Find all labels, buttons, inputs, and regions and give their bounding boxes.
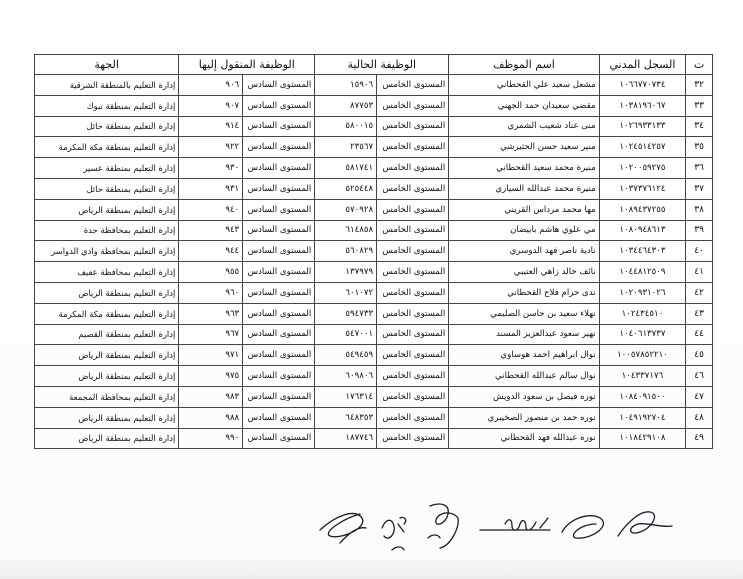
current-job-code-cell: ٥٢٥٤٤٨	[315, 178, 377, 199]
target-job-code-cell: ٩٦٣	[179, 303, 243, 324]
target-level-cell: المستوى السادس	[243, 428, 315, 449]
table-header-row	[35, 55, 713, 75]
header-civil-registry: السجل المدني	[599, 55, 686, 75]
current-job-code-cell: ٦١٤٨٥٨	[315, 220, 377, 241]
current-job-code-cell: ٨٧٧٥٣	[315, 95, 377, 116]
current-job-code-cell: ٦٤٨٣٥٣	[315, 407, 377, 428]
header-index: ت	[686, 55, 713, 75]
current-level-cell: المستوى الخامس	[377, 262, 449, 283]
civil-registry-cell: ١٠٨٤٠٩١٥٠٠	[599, 386, 686, 407]
current-job-code-cell: ١٧٦٣١٤	[315, 386, 377, 407]
current-level-cell: المستوى الخامس	[377, 282, 449, 303]
civil-registry-cell: ١٠٢٤٥١٤٢٥٧	[599, 137, 686, 158]
row-index-cell: ٤٠	[686, 241, 713, 262]
employee-name-cell: نوره عبدالله فهد القحطاني	[449, 428, 599, 449]
civil-registry-cell: ١٠٣٨١٩٦٠٦٧	[599, 95, 686, 116]
target-level-cell: المستوى السادس	[243, 324, 315, 345]
employee-name-cell: منير سعيد حسن الحثيرشي	[449, 137, 599, 158]
row-index-cell: ٤٣	[686, 303, 713, 324]
department-cell: إدارة التعليم بمحافظة وادي الدواسر	[35, 241, 179, 262]
department-cell: إدارة التعليم بمنطقة حائل	[35, 116, 179, 137]
table-row	[35, 137, 713, 158]
civil-registry-cell: ١٠٢٤٣٤٥١٠	[599, 303, 686, 324]
employee-name-cell: منى عناد شعيب الشمري	[449, 116, 599, 137]
current-job-code-cell: ١٣٧٩٧٩	[315, 262, 377, 283]
row-index-cell: ٣٦	[686, 158, 713, 179]
target-job-code-cell: ٩٩٠	[179, 428, 243, 449]
signature-4	[480, 518, 550, 530]
target-level-cell: المستوى السادس	[243, 199, 315, 220]
target-job-code-cell: ٩٤٤	[179, 241, 243, 262]
department-cell: إدارة التعليم بمنطقة الرياض	[35, 366, 179, 387]
header-department: الجهة	[35, 55, 179, 75]
signature-1	[320, 514, 366, 543]
target-job-code-cell: ٩٣١	[179, 178, 243, 199]
current-job-code-cell: ٢٣٥٦٧	[315, 137, 377, 158]
department-cell: إدارة التعليم بمنطقة عسير	[35, 158, 179, 179]
civil-registry-cell: ١٠٨٠٩٤٨٦١٣	[599, 220, 686, 241]
employee-name-cell: مها محمد مرداس القريني	[449, 199, 599, 220]
header-target-job: الوظيفة المنقول إليها	[179, 55, 315, 75]
target-level-cell: المستوى السادس	[243, 178, 315, 199]
header-current-job: الوظيفة الحالية	[315, 55, 449, 75]
current-level-cell: المستوى الخامس	[377, 241, 449, 262]
target-job-code-cell: ٩٠٧	[179, 95, 243, 116]
current-level-cell: المستوى الخامس	[377, 324, 449, 345]
table-row	[35, 386, 713, 407]
target-level-cell: المستوى السادس	[243, 241, 315, 262]
target-job-code-cell: ٩٦٧	[179, 324, 243, 345]
target-job-code-cell: ٩٠٦	[179, 75, 243, 96]
table-row	[35, 262, 713, 283]
department-cell: إدارة التعليم بمنطقة حائل	[35, 178, 179, 199]
department-cell: إدارة التعليم بمنطقة الرياض	[35, 282, 179, 303]
target-level-cell: المستوى السادس	[243, 282, 315, 303]
row-index-cell: ٤٥	[686, 345, 713, 366]
department-cell: إدارة التعليم بمنطقة مكة المكرمة	[35, 137, 179, 158]
page-bottom-edge	[0, 560, 743, 579]
employee-name-cell: مي علوي هاشم بابيضان	[449, 220, 599, 241]
table-row	[35, 75, 713, 96]
target-level-cell: المستوى السادس	[243, 366, 315, 387]
current-level-cell: المستوى الخامس	[377, 428, 449, 449]
table-row	[35, 158, 713, 179]
target-level-cell: المستوى السادس	[243, 220, 315, 241]
department-cell: إدارة التعليم بمنطقة تبوك	[35, 95, 179, 116]
row-index-cell: ٤٨	[686, 407, 713, 428]
department-cell: إدارة التعليم بمنطقة الرياض	[35, 428, 179, 449]
current-level-cell: المستوى الخامس	[377, 116, 449, 137]
target-level-cell: المستوى السادس	[243, 386, 315, 407]
current-level-cell: المستوى الخامس	[377, 407, 449, 428]
target-job-code-cell: ٩٨٣	[179, 386, 243, 407]
target-level-cell: المستوى السادس	[243, 345, 315, 366]
current-job-code-cell: ٥٤٩٤٥٩	[315, 345, 377, 366]
signature-5	[562, 512, 672, 538]
target-level-cell: المستوى السادس	[243, 75, 315, 96]
department-cell: إدارة التعليم بمنطقة مكة المكرمة	[35, 303, 179, 324]
row-index-cell: ٣٩	[686, 220, 713, 241]
table-row	[35, 345, 713, 366]
current-job-code-cell: ٥٤٧٠٠١	[315, 324, 377, 345]
target-job-code-cell: ٩٣٠	[179, 158, 243, 179]
employee-name-cell: مشعل سعيد علي القحطاني	[449, 75, 599, 96]
current-job-code-cell: ٥٨١٧٤١	[315, 158, 377, 179]
table-row	[35, 303, 713, 324]
current-level-cell: المستوى الخامس	[377, 220, 449, 241]
table-row	[35, 282, 713, 303]
row-index-cell: ٤٩	[686, 428, 713, 449]
row-index-cell: ٣٨	[686, 199, 713, 220]
current-job-code-cell: ٥٨٠٠١٥	[315, 116, 377, 137]
employee-name-cell: نوره فيصل بن سعود الدويش	[449, 386, 599, 407]
table-row	[35, 366, 713, 387]
target-level-cell: المستوى السادس	[243, 95, 315, 116]
table-body	[35, 75, 713, 449]
department-cell: إدارة التعليم بمحافظة جدة	[35, 220, 179, 241]
civil-registry-cell: ١٠٢٠٩٣١٠٢٦	[599, 282, 686, 303]
current-level-cell: المستوى الخامس	[377, 75, 449, 96]
civil-registry-cell: ١٠١٨٤٢٩١٠٨	[599, 428, 686, 449]
target-job-code-cell: ٩٢٢	[179, 137, 243, 158]
table-row	[35, 241, 713, 262]
current-job-code-cell: ٥٩٤٧٣٣	[315, 303, 377, 324]
current-level-cell: المستوى الخامس	[377, 158, 449, 179]
signatures-area	[300, 488, 700, 568]
employee-name-cell: نادية ناصر فهد الدوسري	[449, 241, 599, 262]
header-employee-name: اسم الموظف	[449, 55, 599, 75]
department-cell: إدارة التعليم بمنطقة الرياض	[35, 345, 179, 366]
department-cell: إدارة التعليم بالمنطقة الشرقية	[35, 75, 179, 96]
employee-name-cell: منيرة محمد سعيد القحطاني	[449, 158, 599, 179]
current-job-code-cell: ٥٧٠٩٢٨	[315, 199, 377, 220]
employee-name-cell: نائف خالد زاهي العتيبي	[449, 262, 599, 283]
target-job-code-cell: ٩٧١	[179, 345, 243, 366]
current-job-code-cell: ٥٦٠٨٢٩	[315, 241, 377, 262]
row-index-cell: ٣٤	[686, 116, 713, 137]
current-level-cell: المستوى الخامس	[377, 199, 449, 220]
civil-registry-cell: ١٠٦٦٧٧٠٧٣٤	[599, 75, 686, 96]
table-row	[35, 220, 713, 241]
target-job-code-cell: ٩٨٨	[179, 407, 243, 428]
current-level-cell: المستوى الخامس	[377, 303, 449, 324]
civil-registry-cell: ١٠٣٧٣٧٦١٢٤	[599, 178, 686, 199]
target-level-cell: المستوى السادس	[243, 262, 315, 283]
current-job-code-cell: ٦٠١٠٧٢	[315, 282, 377, 303]
civil-registry-cell: ١٠٢٦٩٣٣١٣٣	[599, 116, 686, 137]
current-job-code-cell: ١٥٩٠٦	[315, 75, 377, 96]
current-level-cell: المستوى الخامس	[377, 178, 449, 199]
current-level-cell: المستوى الخامس	[377, 95, 449, 116]
target-job-code-cell: ٩٤٣	[179, 220, 243, 241]
employee-transfer-table	[34, 54, 713, 449]
employee-name-cell: نوال ابراهيم احمد هوساوي	[449, 345, 599, 366]
department-cell: إدارة التعليم بمنطقة الرياض	[35, 199, 179, 220]
department-cell: إدارة التعليم بمحافظة عفيف	[35, 262, 179, 283]
target-level-cell: المستوى السادس	[243, 158, 315, 179]
table-row	[35, 178, 713, 199]
civil-registry-cell: ١٠٤٣٣٧١٧٦	[599, 366, 686, 387]
target-level-cell: المستوى السادس	[243, 116, 315, 137]
employee-name-cell: مقضي سعيدان حمد الجهني	[449, 95, 599, 116]
target-job-code-cell: ٩٧٥	[179, 366, 243, 387]
signature-2	[382, 517, 406, 550]
table-row	[35, 199, 713, 220]
target-job-code-cell: ٩٤٠	[179, 199, 243, 220]
current-level-cell: المستوى الخامس	[377, 345, 449, 366]
employee-name-cell: نهلاء سعيد بن حاسن الصليمي	[449, 303, 599, 324]
civil-registry-cell: ١٠٣٤٤٦٤٣٠٣	[599, 241, 686, 262]
department-cell: إدارة التعليم بمنطقة الرياض	[35, 407, 179, 428]
employee-name-cell: منيرة محمد عبدالله السياري	[449, 178, 599, 199]
row-index-cell: ٣٣	[686, 95, 713, 116]
target-level-cell: المستوى السادس	[243, 303, 315, 324]
current-level-cell: المستوى الخامس	[377, 366, 449, 387]
row-index-cell: ٤٤	[686, 324, 713, 345]
civil-registry-cell: ١٠٠٥٧٨٥٢٢١٠	[599, 345, 686, 366]
target-job-code-cell: ٩٥٥	[179, 262, 243, 283]
row-index-cell: ٣٢	[686, 75, 713, 96]
table-row	[35, 324, 713, 345]
target-job-code-cell: ٩٦٠	[179, 282, 243, 303]
department-cell: إدارة التعليم بمنطقة القصيم	[35, 324, 179, 345]
current-level-cell: المستوى الخامس	[377, 137, 449, 158]
row-index-cell: ٤٦	[686, 366, 713, 387]
target-job-code-cell: ٩١٤	[179, 116, 243, 137]
employee-name-cell: ندى حزام فلاح القحطاني	[449, 282, 599, 303]
employee-name-cell: نوال سالم عبدالله القحطاني	[449, 366, 599, 387]
civil-registry-cell: ١٠٢٠٠٥٩٢٧٥	[599, 158, 686, 179]
row-index-cell: ٤٧	[686, 386, 713, 407]
employee-name-cell: نهير سعود عبدالعزيز المسند	[449, 324, 599, 345]
civil-registry-cell: ١٠٤٠٦١٣٧٣٧	[599, 324, 686, 345]
department-cell: إدارة التعليم بمحافظة المجمعة	[35, 386, 179, 407]
target-level-cell: المستوى السادس	[243, 137, 315, 158]
row-index-cell: ٣٥	[686, 137, 713, 158]
employee-name-cell: نوره حمد بن منصور الصخيبري	[449, 407, 599, 428]
target-level-cell: المستوى السادس	[243, 407, 315, 428]
row-index-cell: ٤٢	[686, 282, 713, 303]
table-row	[35, 95, 713, 116]
row-index-cell: ٣٧	[686, 178, 713, 199]
civil-registry-cell: ١٠٨٩٤٣٧٢٥٥	[599, 199, 686, 220]
civil-registry-cell: ١٠٤٤٨١٢٥٠٩	[599, 262, 686, 283]
current-job-code-cell: ١٨٧٧٤٦	[315, 428, 377, 449]
table-row	[35, 428, 713, 449]
civil-registry-cell: ١٠٤٩١٩٢٧٠٤	[599, 407, 686, 428]
current-job-code-cell: ٦٠٩٨٠٦	[315, 366, 377, 387]
table-row	[35, 116, 713, 137]
row-index-cell: ٤١	[686, 262, 713, 283]
current-level-cell: المستوى الخامس	[377, 386, 449, 407]
table-row	[35, 407, 713, 428]
signature-3	[428, 504, 458, 548]
